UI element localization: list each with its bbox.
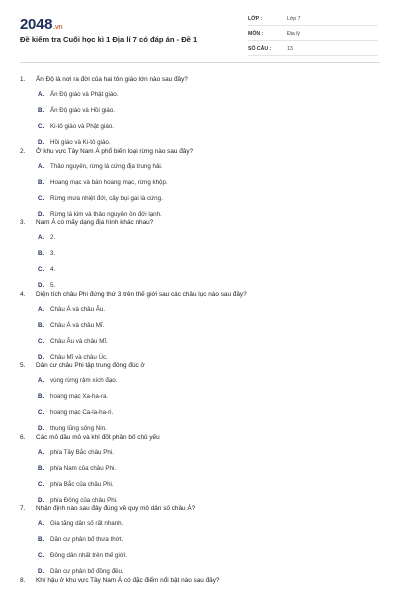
exam-meta-table xyxy=(248,13,378,58)
option-text: Thảo nguyên, rừng lá cứng địa trung hải. xyxy=(50,162,163,170)
option-letter: A. xyxy=(38,305,45,313)
answer-option[interactable] xyxy=(38,516,210,532)
answer-option[interactable] xyxy=(38,461,210,477)
option-text: phía Bắc của châu Phi. xyxy=(50,480,114,488)
question-item xyxy=(20,144,380,216)
option-letter: D. xyxy=(38,353,45,361)
answer-option[interactable] xyxy=(38,175,210,191)
question-item xyxy=(20,358,380,430)
option-text: 3. xyxy=(50,250,56,257)
question-number: 3. xyxy=(20,219,26,226)
option-text: vùng rừng rậm xích đạo. xyxy=(50,377,118,384)
option-text: hoang mạc Ca-la-ha-ri. xyxy=(50,409,114,416)
site-logo[interactable] xyxy=(20,16,62,33)
answer-option[interactable] xyxy=(38,246,210,262)
option-text: Hoang mạc và bán hoang mạc, rừng khộp. xyxy=(50,178,168,186)
option-letter: A. xyxy=(38,448,45,456)
option-letter: B. xyxy=(38,250,45,257)
logo-text: 2048 xyxy=(20,16,53,33)
header-divider xyxy=(20,62,380,63)
question-text xyxy=(20,72,380,87)
question-stem: Ở khu vực Tây Nam Á phổ biến loại rừng nào sau đây? xyxy=(36,147,194,155)
option-letter: B. xyxy=(38,464,45,472)
question-item xyxy=(20,287,380,359)
option-text: Ấn Độ giáo và Phật giáo. xyxy=(50,91,119,98)
question-number: 8. xyxy=(20,576,26,584)
option-text: Đông dân nhất trên thế giới. xyxy=(50,552,127,559)
meta-value: Lớp 7 xyxy=(287,16,301,22)
meta-row-class xyxy=(248,13,378,26)
option-letter: A. xyxy=(38,520,45,527)
answer-option[interactable] xyxy=(38,262,210,278)
question-item xyxy=(20,72,380,144)
option-text: thung lũng sông Nin. xyxy=(50,425,107,432)
option-text: Hồi giáo và Ki-tô giáo. xyxy=(50,139,111,146)
question-text xyxy=(20,573,380,588)
question-list xyxy=(20,72,380,588)
answer-options xyxy=(20,230,380,294)
answer-options xyxy=(20,159,380,223)
option-letter: C. xyxy=(38,123,45,130)
option-text: 5. xyxy=(50,282,56,289)
answer-option[interactable] xyxy=(38,230,210,246)
option-text: phía Nam của châu Phi. xyxy=(50,464,117,472)
question-number: 5. xyxy=(20,362,26,369)
option-letter: A. xyxy=(38,377,45,384)
answer-option[interactable] xyxy=(38,445,210,461)
logo-suffix: .vn xyxy=(53,24,63,31)
option-letter: C. xyxy=(38,194,45,202)
question-item xyxy=(20,215,380,287)
question-item xyxy=(20,501,380,573)
question-stem: Các mỏ dầu mỏ và khí đốt phân bố chủ yếu xyxy=(36,433,160,441)
answer-option[interactable] xyxy=(38,119,210,135)
meta-value: Địa lý xyxy=(287,31,300,37)
option-letter: D. xyxy=(38,496,45,504)
option-text: hoang mạc Xa-ha-ra. xyxy=(50,393,109,400)
option-letter: B. xyxy=(38,393,45,400)
document-header xyxy=(0,0,400,58)
question-number: 1. xyxy=(20,76,26,83)
question-number: 2. xyxy=(20,147,26,155)
answer-option[interactable] xyxy=(38,103,210,119)
answer-options xyxy=(20,373,380,437)
answer-option[interactable] xyxy=(38,548,210,564)
answer-options xyxy=(20,87,380,151)
option-letter: A. xyxy=(38,162,45,170)
answer-option[interactable] xyxy=(38,318,210,334)
option-letter: B. xyxy=(38,321,45,329)
meta-row-count xyxy=(248,43,378,56)
answer-option[interactable] xyxy=(38,191,210,207)
meta-label: LỚP : xyxy=(248,16,263,22)
answer-option[interactable] xyxy=(38,334,210,350)
question-number: 4. xyxy=(20,290,26,298)
meta-label: SỐ CÂU : xyxy=(248,46,272,52)
option-text: Châu Âu và châu Mĩ. xyxy=(50,337,108,345)
option-text: Gia tăng dân số rất nhanh. xyxy=(50,520,124,527)
question-number: 6. xyxy=(20,433,26,441)
meta-label: MÔN : xyxy=(248,31,264,37)
option-letter: B. xyxy=(38,107,45,114)
document-title: Đề kiểm tra Cuối học kì 1 Địa lí 7 có đáp án - Đề 1 xyxy=(20,35,198,44)
question-stem: Dân cư châu Phi tập trung đông đúc ở xyxy=(36,362,145,369)
option-text: Dân cư phân bố thưa thớt. xyxy=(50,536,124,543)
answer-option[interactable] xyxy=(38,405,210,421)
option-letter: C. xyxy=(38,337,45,345)
answer-option[interactable] xyxy=(38,373,210,389)
question-stem: Nam Á có mấy dạng địa hình khác nhau? xyxy=(36,219,154,226)
option-text: Châu Á và châu Âu. xyxy=(50,305,106,313)
option-letter: C. xyxy=(38,480,45,488)
option-letter: D. xyxy=(38,210,45,218)
question-item xyxy=(20,573,380,588)
answer-option[interactable] xyxy=(38,389,210,405)
meta-value: 13 xyxy=(287,46,293,52)
option-letter: D. xyxy=(38,568,45,575)
answer-option[interactable] xyxy=(38,532,210,548)
option-letter: A. xyxy=(38,234,45,241)
option-text: 4. xyxy=(50,266,56,273)
question-text xyxy=(20,287,380,302)
option-letter: C. xyxy=(38,266,45,273)
option-text: Dân cư phân bố đồng đều. xyxy=(50,568,124,575)
option-text: phía Tây Bắc châu Phi. xyxy=(50,448,114,456)
question-stem: Diện tích châu Phi đứng thứ 3 trên thế giới sau các châu lục nào sau đây? xyxy=(36,290,247,298)
question-item xyxy=(20,430,380,502)
answer-options xyxy=(20,516,380,580)
option-letter: A. xyxy=(38,91,45,98)
meta-row-subject xyxy=(248,28,378,41)
answer-option[interactable] xyxy=(38,477,210,493)
option-text: phía Đông của châu Phi. xyxy=(50,496,118,504)
answer-options xyxy=(20,445,380,509)
option-text: Châu Á và châu Mĩ. xyxy=(50,321,105,329)
option-letter: B. xyxy=(38,536,45,543)
option-letter: C. xyxy=(38,409,45,416)
question-stem: Khí hậu ở khu vực Tây Nam Á có đặc điểm nổi bật nào sau đây? xyxy=(36,576,220,584)
option-letter: B. xyxy=(38,178,45,186)
question-stem: Ấn Độ là nơi ra đời của hai tôn giáo lớn nào sau đây? xyxy=(36,76,188,83)
option-text: 2. xyxy=(50,234,56,241)
option-letter: D. xyxy=(38,282,45,289)
answer-option[interactable] xyxy=(38,302,210,318)
option-letter: D. xyxy=(38,139,45,146)
option-text: Rừng mưa nhiệt đới, cây bụi gai lá cứng. xyxy=(50,194,163,202)
option-text: Châu Mĩ và châu Úc. xyxy=(50,353,108,361)
option-text: Rừng lá kim và thảo nguyên ôn đới lạnh. xyxy=(50,210,162,218)
option-letter: C. xyxy=(38,552,45,559)
answer-options xyxy=(20,302,380,366)
question-stem: Nhận định nào sau đây đúng về quy mô dân số châu Á? xyxy=(36,505,196,512)
option-letter: D. xyxy=(38,425,45,432)
question-number: 7. xyxy=(20,505,26,512)
option-text: Ki-tô giáo và Phật giáo. xyxy=(50,123,114,130)
answer-option[interactable] xyxy=(38,159,210,175)
option-text: Ấn Độ giáo và Hồi giáo. xyxy=(50,107,116,114)
answer-option[interactable] xyxy=(38,87,210,103)
